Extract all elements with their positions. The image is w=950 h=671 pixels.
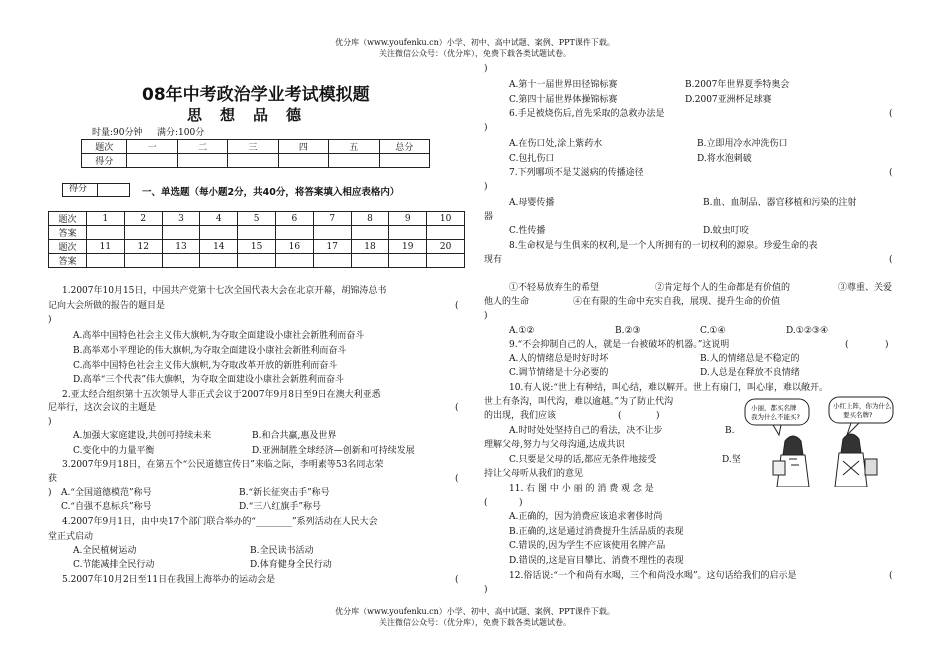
question-number: 9 [389,212,427,226]
score-table-header: 四 [278,140,328,154]
answer-table [48,211,465,268]
question-12-close: ) [484,585,488,595]
speech-bubble-left [745,399,809,425]
question-number: 20 [427,240,465,254]
question-9-paren: ( [845,340,849,350]
question-number: 11 [87,240,125,254]
question-6-option-d: D.将水泡刺破 [697,154,752,164]
answer-cell[interactable] [427,226,465,240]
question-4-option-d: D.体育健身全民行动 [250,560,332,570]
question-11-close: ) [519,498,523,508]
question-11-paren: ( [484,498,488,508]
question-10-line-3: 的出现，我们应该 [484,411,557,421]
question-3-option-d: D.“三八红旗手”称号 [239,502,321,512]
answer-cell[interactable] [275,254,313,268]
answer-cell[interactable] [124,226,162,240]
question-6-paren: ( [889,109,893,119]
score-table-header: 总分 [379,140,429,154]
question-number: 17 [313,240,351,254]
answer-cell[interactable] [351,226,389,240]
question-3-paren: ( [455,474,459,484]
answer-row-label: 题次 [49,212,87,226]
question-5-option-d: D.2007亚洲杯足球赛 [685,95,772,105]
question-11-option-c: C.错误的,因为学生不应该使用名牌产品 [509,541,666,551]
question-2-option-c: C.变化中的力量平衡 [73,446,155,456]
question-5-option-a: A.第十一届世界田径锦标赛 [509,80,618,90]
score-cell[interactable] [228,154,278,168]
question-9: 9.“不会抑制自己的人，就是一台被破坏的机器。”这说明 [509,340,730,350]
question-8-option-a: A.①② [509,326,535,336]
exam-full-marks: 满分:100分 [157,128,205,138]
exam-subtitle: 思想品德 [187,106,320,124]
answer-cell[interactable] [238,254,276,268]
question-10-option-b-cont: 理解父母,努力与父母沟通,达成共识 [484,440,625,450]
question-11-option-d: D.错误的,这是盲目攀比、消费不理性的表现 [509,556,684,566]
question-8-statement-3-cont: 他人的生命 [484,297,530,307]
question-number: 8 [351,212,389,226]
question-8-option-c: C.①④ [700,326,726,336]
question-number: 19 [389,240,427,254]
question-8-statement-3: ③尊重、关爱 [838,283,893,293]
section-score-label: 得分 [69,184,88,194]
answer-cell[interactable] [124,254,162,268]
question-5-paren: ( [455,575,459,585]
score-table-header: 五 [329,140,379,154]
question-number: 15 [238,240,276,254]
question-number: 7 [313,212,351,226]
answer-row-label: 答案 [49,226,87,240]
answer-cell[interactable] [162,226,200,240]
section-score-box [62,183,130,197]
question-3-option-a: A.“全国道德模范”称号 [61,488,152,498]
question-10-close: ) [656,411,660,421]
question-3-line-2: 获 [48,474,58,484]
question-8-statement-4: ④在有限的生命中充实自我，展现、提升生命的价值 [573,297,781,307]
question-10-option-c: C.只要是父母的话,都应无条件地接受 [509,455,657,465]
question-3-option-b: B.“新长征突击手”称号 [239,488,330,498]
speech-bubble-left-text-2: 我为什么不能买? [751,413,800,421]
question-6-option-c: C.包扎伤口 [509,154,555,164]
score-cell[interactable] [127,154,177,168]
question-number: 18 [351,240,389,254]
exam-title: 08年中考政治学业考试模拟题 [142,85,370,105]
score-cell[interactable] [177,154,227,168]
section-heading: 一、单选题（每小题2分，共40分，将答案填入相应表格内） [142,187,400,198]
question-8-option-b: B.②③ [615,326,641,336]
question-8-statement-1: ①不轻易放弃生的希望 [509,283,600,293]
answer-cell[interactable] [87,254,125,268]
question-11-option-a: A.正确的，因为消费应该追求奢侈时尚 [509,512,663,522]
question-12: 12.俗话说:“一个和尚有水喝，三个和尚没水喝”。这句话给我们的启示是 [509,571,797,581]
question-10-paren: ( [618,411,622,421]
speech-bubble-right-tail [847,423,859,435]
question-5-option-c: C.第四十届世界体操锦标赛 [509,95,618,105]
score-table [81,139,430,168]
question-8-line-1: 8.生命权是与生俱来的权利,是一个人所拥有的一切权利的源泉。珍爱生命的表 [509,241,818,251]
answer-cell[interactable] [313,254,351,268]
question-8-option-d: D.①②③④ [786,326,829,336]
question-1-line-1: 1.2007年10月15日，中国共产党第十七次全国代表大会在北京开幕，胡锦涛总书 [62,286,387,296]
question-1-option-a: A.高举中国特色社会主义伟大旗帜,为夺取全面建设小康社会新胜利而奋斗 [73,331,365,341]
question-7: 7.下列哪项不是艾滋病的传播途径 [509,168,644,178]
answer-cell[interactable] [87,226,125,240]
question-7-option-d: D.蚊虫叮咬 [703,226,749,236]
question-6-close: ) [484,123,488,133]
question-11-option-b: B.正确的,这是通过消费提升生活品质的表现 [509,527,684,537]
question-10-option-b: B. [725,426,735,436]
question-1-option-c: C.高举中国特色社会主义伟大旗帜,为夺取改革开放的新胜利而奋斗 [73,361,338,371]
score-row-label: 得分 [82,154,127,168]
question-10-line-2: 世上有条沟，叫代沟，难以逾越。”为了防止代沟 [484,397,674,407]
question-8-statement-2: ②肯定每个人的生命都是有价值的 [655,283,791,293]
question-number: 6 [275,212,313,226]
answer-row-label: 题次 [49,240,87,254]
question-number: 10 [427,212,465,226]
question-10-line-1: 10.有人说:“世上有种结，叫心结，难以解开。世上有扇门，叫心扉，难以敞开。 [509,383,828,393]
question-10-option-a: A.时时处处坚持自己的看法，决不让步 [509,426,663,436]
speech-bubble-right-text-2: 要买名牌? [843,411,873,419]
speech-bubble-right [829,397,893,423]
question-1-close: ) [48,315,52,325]
footer-line-1: 优分库（www.youfenku.cn）小学、初中、高中试题、案例、PPT课件下载。 [335,607,615,616]
question-7-option-a: A.母婴传播 [509,198,555,208]
answer-cell[interactable] [200,226,238,240]
score-table-header: 三 [228,140,278,154]
question-number: 1 [87,212,125,226]
girl-right-figure [835,434,877,487]
question-3-option-c: C.“自强不息标兵”称号 [61,502,152,512]
question-2-line-1: 2.亚太经合组织第十五次领导人非正式会议于2007年9月8日至9日在澳大利亚悉 [62,390,381,400]
question-5-line-1: 5.2007年10月2日至11日在我国上海举办的运动会是 [62,575,276,585]
speech-bubble-left-text-1: 小丽，都买名牌 [751,404,797,412]
question-1-paren: ( [455,301,459,311]
question-number: 3 [162,212,200,226]
question-number: 16 [275,240,313,254]
question-6-option-b: B.立即用冷水冲洗伤口 [697,139,788,149]
question-2-paren: ( [455,403,459,413]
question-number: 5 [238,212,276,226]
question-4-option-a: A.全民植树运动 [73,546,137,556]
question-number: 14 [200,240,238,254]
question-8-paren: ( [889,255,893,265]
question-7-option-b-cont: 器 [484,212,494,222]
answer-cell[interactable] [200,254,238,268]
answer-cell[interactable] [351,254,389,268]
question-6: 6.手足被烧伤后,首先采取的急救办法是 [509,109,665,119]
answer-cell[interactable] [389,226,427,240]
question-7-option-c: C.性传播 [509,226,546,236]
question-1-option-d: D.高举“三个代表”伟大旗帜，为夺取全面建设小康社会新胜利而奋斗 [73,375,344,385]
question-3-line-1: 3.2007年9月18日，在第五个“公民道德宣传日”来临之际，李明素等53名同志荣 [62,460,384,470]
score-table-header: 一 [127,140,177,154]
question-2-option-b: B.和合共赢,惠及世界 [252,431,337,441]
question-12-paren: ( [889,571,893,581]
question-10-option-d-cont: 持让父母听从我们的意见 [484,469,584,479]
question-9-option-b: B.人的情绪总是不稳定的 [700,354,800,364]
score-cell[interactable] [329,154,379,168]
footer-line-2: 关注微信公众号：（优分库），免费下载各类试题试卷。 [379,618,571,627]
speech-bubble-right-text-1: 小红上阵，你为什么 [833,402,892,410]
question-5-option-b: B.2007年世界夏季特奥会 [685,80,790,90]
question-1-line-2: 记向大会所做的报告的题目是 [48,301,166,311]
answer-cell[interactable] [427,254,465,268]
question-9-close: ) [885,340,889,350]
question-2-option-a: A.加强大家庭建设,共创可持续未来 [73,431,212,441]
question-7-option-b: B.血、血制品、器官移植和污染的注射 [703,198,857,208]
exam-time: 时量:90分钟 [92,128,143,138]
question-1-option-b: B.高举邓小平理论的伟大旗帜,为夺取全面建设小康社会新胜利而奋斗 [73,346,347,356]
question-6-option-a: A.在伤口处,涂上紫药水 [509,139,603,149]
question-4-option-c: C.节能减排全民行动 [73,560,155,570]
speech-bubble-left-tail [773,425,781,435]
question-4-line-2: 堂正式启动 [48,532,94,542]
score-table-header: 二 [177,140,227,154]
question-4-line-1: 4.2007年9月1日，由中央17个部门联合举办的“________”系列活动在人民大会 [62,517,378,527]
question-7-close: ) [484,182,488,192]
question-number: 12 [124,240,162,254]
question-9-option-d: D.人总是在释放不良情绪 [700,368,800,378]
score-cell[interactable] [278,154,328,168]
question-8-line-2: 现有 [484,255,503,265]
answer-cell[interactable] [275,226,313,240]
header-line-1: 优分库（www.youfenku.cn）小学、初中、高中试题、案例、PPT课件下载。 [335,38,615,47]
cartoon-illustration [733,395,900,487]
girl-left-figure [773,436,809,487]
answer-cell[interactable] [389,254,427,268]
question-3-close: ) [48,488,52,498]
question-number: 13 [162,240,200,254]
question-2-close: ) [48,417,52,427]
score-cell[interactable] [379,154,429,168]
answer-row-label: 答案 [49,254,87,268]
section-score-divider [97,184,98,196]
question-9-option-a: A.人的情绪总是时好时坏 [509,354,609,364]
answer-cell[interactable] [313,226,351,240]
score-table-header: 题次 [82,140,127,154]
question-11: 11. 右 图 中 小 丽 的 消 费 观 念 是 [509,484,654,494]
question-7-paren: ( [889,168,893,178]
question-2-line-2: 尼举行，这次会议的主题是 [48,403,157,413]
header-line-2: 关注微信公众号：（优分库），免费下载各类试题试卷。 [379,49,571,58]
question-4-option-b: B.全民读书活动 [250,546,314,556]
question-10-option-d: D.坚 [722,455,741,465]
question-8-close: ) [484,311,488,321]
question-5-close: ) [484,64,488,74]
question-2-option-d: D.亚洲制胜全球经济—创新和可持续发展 [252,446,415,456]
question-number: 4 [200,212,238,226]
question-number: 2 [124,212,162,226]
answer-cell[interactable] [238,226,276,240]
answer-cell[interactable] [162,254,200,268]
question-9-option-c: C.调节情绪是十分必要的 [509,368,609,378]
